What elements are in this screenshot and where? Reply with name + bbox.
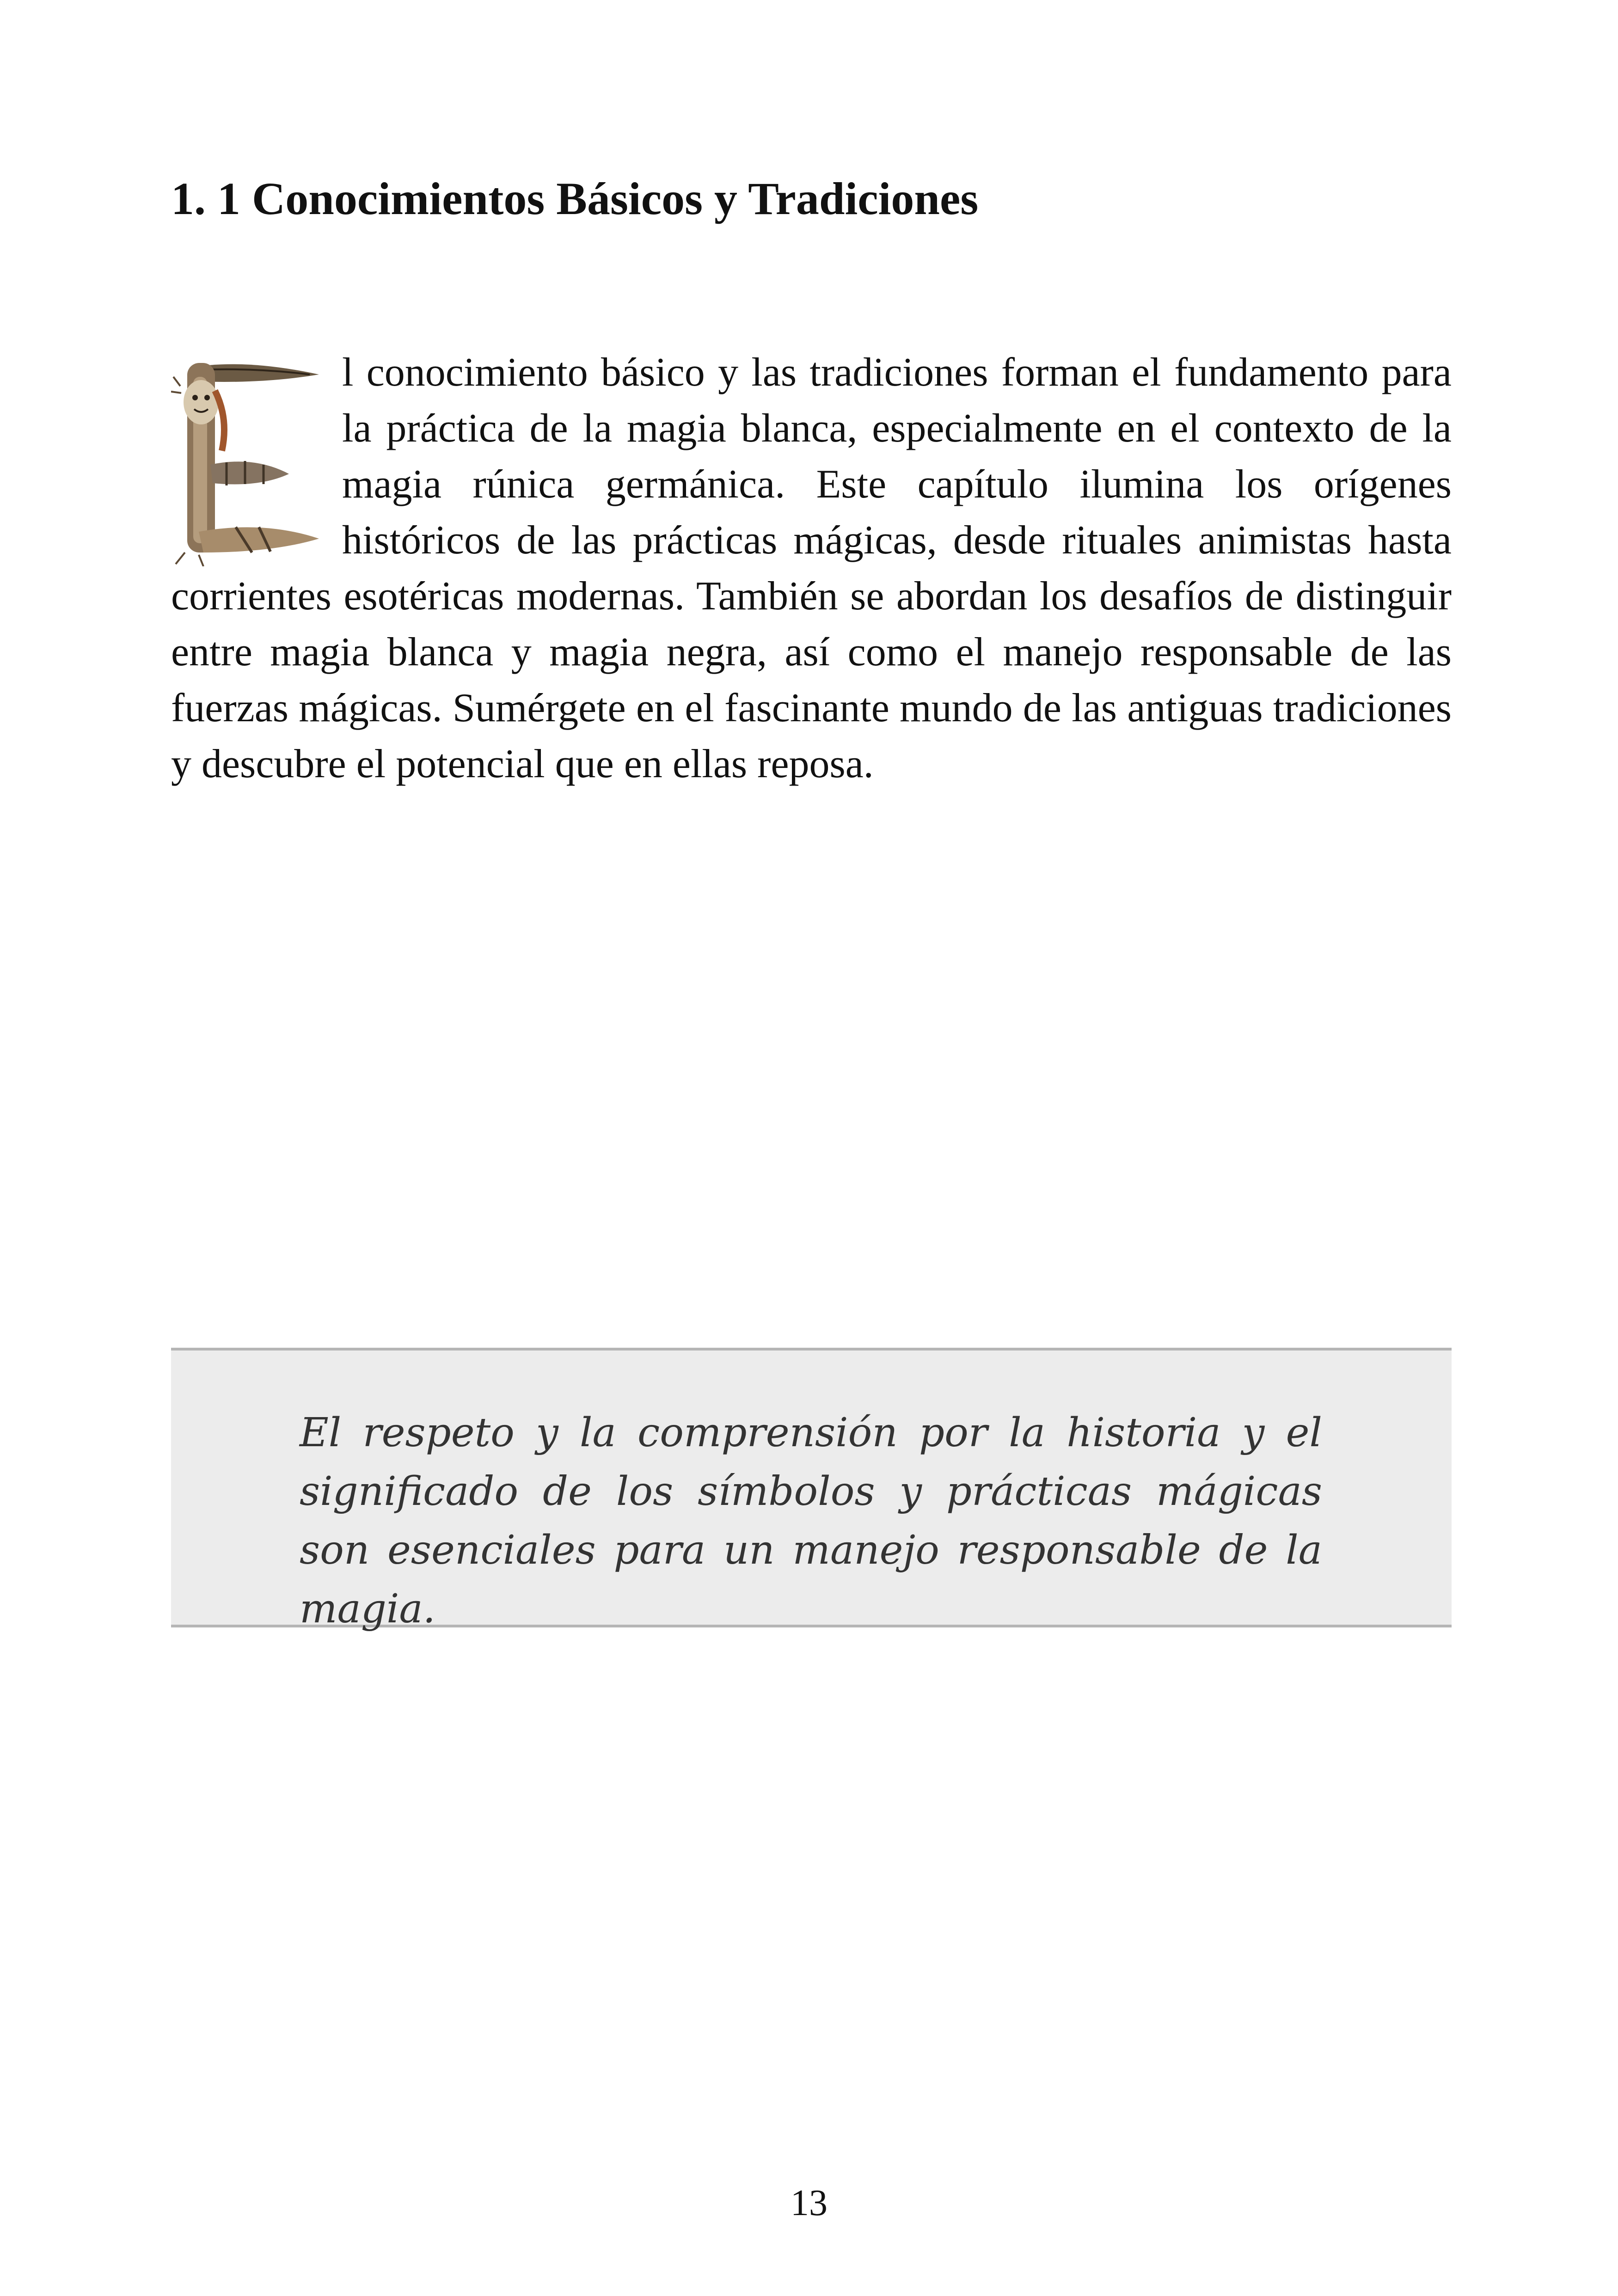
dropcap-letter-e-icon: [171, 349, 324, 566]
callout-quote: El respeto y la comprensión por la historia y el significado de los símbolos y prácticas mágicas son esenciales para un manejo responsable de la magia.: [300, 1410, 1322, 1632]
intro-paragraph: [171, 344, 1452, 792]
page-number: 13: [791, 2183, 827, 2223]
highlight-callout-box: [171, 1348, 1452, 1632]
dropcap-illustration: [171, 349, 324, 566]
intro-text: l conocimiento básico y las tradiciones forman el fundamento para la práctica de la magia blanca, especialmente en el contexto de la magia rúnica germánica. Este capítulo ilumina los orígenes históricos de las prácticas mágicas, desde rituales animistas hasta corrientes esotéricas modernas. También se abordan los desafíos de distinguir entre magia blanca y magia negra, así como el manejo responsable de las fuerzas mágicas. Sumérgete en el fascinante mundo de las antiguas tradiciones y descubre el potencial que en ellas reposa.: [171, 350, 1452, 786]
section-heading: 1. 1 Conocimientos Básicos y Tradiciones: [171, 173, 979, 224]
